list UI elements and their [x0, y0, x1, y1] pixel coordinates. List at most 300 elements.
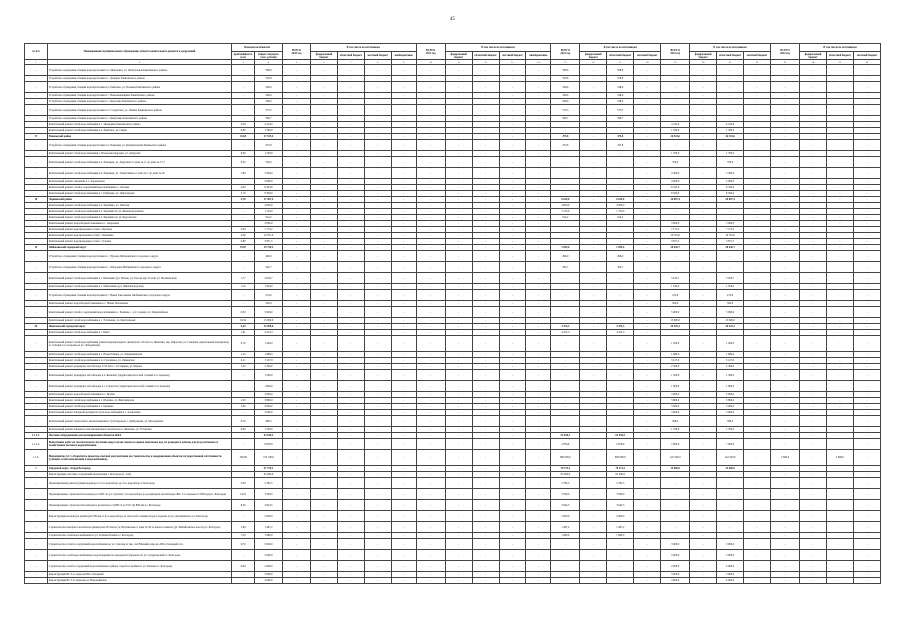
row-total-2024: - — [771, 227, 800, 233]
row-fed-2020: - — [310, 381, 337, 392]
column-index: 5 — [282, 60, 310, 65]
row-ext-2021: - — [526, 404, 551, 410]
row-length: 1,61 — [232, 330, 255, 336]
row-fed-2021: - — [445, 381, 472, 392]
row-total-2023: 3 127,0 — [661, 358, 690, 364]
row-loc-2022: - — [634, 251, 661, 262]
row-reg-2023: 5 000,0 — [717, 307, 744, 318]
row-total-2023: 500,0 — [661, 301, 690, 307]
row-cost: 7 175,2 — [254, 227, 282, 233]
row-fed-2021: - — [445, 433, 472, 439]
row-fed-2023: - — [690, 398, 717, 404]
row-ext-2021: - — [526, 197, 551, 203]
header-total-2022: ВСЕГО 2022 год — [551, 44, 580, 60]
row-fed-2023: - — [690, 301, 717, 307]
row-ext-2021: - — [526, 140, 551, 151]
row-loc-2021: - — [499, 128, 526, 134]
header-loc-2023: местный бюджет — [744, 52, 771, 60]
row-ext-2021: - — [526, 99, 551, 105]
row-loc-2021: - — [499, 330, 526, 336]
row-fed-2020: - — [310, 439, 337, 450]
row-fed-2023: - — [690, 151, 717, 157]
row-reg-2023: 30 525,3 — [717, 324, 744, 330]
row-length: 9,49 — [232, 324, 255, 330]
row-fed-2020: - — [310, 410, 337, 416]
row-loc-2023: - — [744, 427, 771, 433]
row-reg-2020: - — [337, 76, 364, 82]
row-fed-2023: - — [690, 215, 717, 221]
row-reg-2023: - — [717, 76, 744, 82]
row-ext-2021: - — [526, 307, 551, 318]
row-reg-2020: - — [337, 233, 364, 239]
row-ext-2020: - — [391, 99, 416, 105]
row-fed-2020: - — [310, 179, 337, 185]
row-total-2023: 2 300,0 — [661, 364, 690, 370]
row-total-2024: - — [771, 122, 800, 128]
row-reg-2024: - — [826, 404, 853, 410]
row-total-2022: 596,7 — [551, 116, 580, 122]
row-reg-2022: 559,8 — [607, 76, 634, 82]
row-reg-2023: 3 871,5 — [717, 239, 744, 245]
row-loc-2020: - — [364, 233, 391, 239]
row-total-2021: - — [416, 128, 445, 134]
row-total-2024: - — [771, 416, 800, 427]
row-loc-2022: - — [634, 392, 661, 398]
row-total-2023: - — [661, 511, 690, 522]
row-cost: 548,6 — [254, 99, 282, 105]
table-row — [25, 478, 881, 489]
row-loc-2022: - — [634, 381, 661, 392]
header-ext-2020: внебюджетные — [391, 52, 416, 60]
row-object-name: Устройство ограждения станции водоподготовки в с. Чураево Шебекинского городского округа — [47, 251, 231, 262]
row-loc-2023: - — [744, 330, 771, 336]
row-reg-2022: 475,8 — [607, 140, 634, 151]
row-reg-2024: - — [826, 134, 853, 140]
row-object-name: Капитальный ремонт сетей водоснабжения в п. Ровеньки, ул. Энергетиков от дома № 1 до дома № 40 — [47, 168, 231, 179]
row-loc-2024: - — [853, 489, 880, 500]
row-total-2022: - — [551, 284, 580, 290]
row-object-name: Капитальный ремонт сетей водоснабжения с. Новоалександровка, ул. Амурская — [47, 151, 231, 157]
row-fed-2023: - — [690, 404, 717, 410]
row-cost: 3 871,5 — [254, 239, 282, 245]
row-total-2022: - — [551, 233, 580, 239]
row-fed-2021: - — [445, 450, 472, 466]
row-reg-2022: 4 474,3 — [607, 324, 634, 330]
row-ext-2021: - — [526, 151, 551, 157]
row-fed-2020: - — [310, 404, 337, 410]
row-total-2023: 26 543,6 — [661, 134, 690, 140]
row-loc-2022: - — [634, 157, 661, 168]
row-fed-2021: - — [445, 179, 472, 185]
row-loc-2024: - — [853, 227, 880, 233]
row-fed-2020: - — [310, 215, 337, 221]
row-object-name: Капитальный ремонт водозаборной скважины в с. Новая Таволжанка — [47, 301, 231, 307]
row-total-2024: - — [771, 358, 800, 364]
row-loc-2020: - — [364, 93, 391, 99]
row-ext-2021: - — [526, 128, 551, 134]
row-total-2022: - — [551, 290, 580, 301]
row-total-2022: 548,6 — [551, 82, 580, 93]
row-fed-2023: - — [690, 336, 717, 352]
row-reg-2021: - — [472, 352, 499, 358]
row-loc-2021: - — [499, 301, 526, 307]
row-total-2023: - — [661, 65, 690, 76]
row-reg-2023: - — [717, 99, 744, 105]
row-number: - — [25, 203, 48, 209]
row-total-2022: - — [551, 398, 580, 404]
row-number: - — [25, 128, 48, 134]
row-loc-2022: - — [634, 185, 661, 191]
row-fed-2022: - — [580, 82, 607, 93]
row-ext-2021: - — [526, 336, 551, 352]
row-loc-2023: - — [744, 522, 771, 533]
column-index: 10 — [416, 60, 445, 65]
row-fed-2023: - — [690, 410, 717, 416]
row-reg-2024: - — [826, 233, 853, 239]
table-row — [25, 140, 881, 151]
row-total-2023: - — [661, 140, 690, 151]
row-total-2021: - — [416, 290, 445, 301]
row-loc-2022: - — [634, 301, 661, 307]
row-total-2022: 2 876,8 — [551, 439, 580, 450]
row-ext-2021: - — [526, 572, 551, 578]
row-loc-2024: - — [853, 478, 880, 489]
row-object-name: Капитальный ремонт резервуара чистой воды в г. Строитель (территория насосной станции 2-го подъема) — [47, 381, 231, 392]
row-fed-2021: - — [445, 197, 472, 203]
row-loc-2021: - — [499, 404, 526, 410]
row-total-2020: - — [282, 561, 310, 572]
table-row — [25, 251, 881, 262]
row-reg-2023: 28 636,7 — [717, 245, 744, 251]
row-length: - — [232, 209, 255, 215]
row-ext-2021: - — [526, 82, 551, 93]
row-ext-2020: - — [391, 301, 416, 307]
row-total-2020: - — [282, 433, 310, 439]
row-loc-2021: - — [499, 179, 526, 185]
row-ext-2020: - — [391, 82, 416, 93]
row-fed-2021: - — [445, 93, 472, 99]
row-fed-2024: - — [800, 273, 827, 284]
row-length: - — [232, 215, 255, 221]
row-total-2021: - — [416, 134, 445, 140]
row-length: 16,54 — [232, 318, 255, 324]
row-fed-2022: - — [580, 122, 607, 128]
row-cost: 274,6 — [254, 290, 282, 301]
row-reg-2021: - — [472, 370, 499, 381]
row-fed-2021: - — [445, 307, 472, 318]
row-cost: 4 000,0 — [254, 203, 282, 209]
row-length: - — [232, 203, 255, 209]
row-reg-2023: 1 700,0 — [717, 151, 744, 157]
row-ext-2020: - — [391, 76, 416, 82]
row-fed-2024: - — [800, 151, 827, 157]
row-loc-2020: - — [364, 245, 391, 251]
row-loc-2021: - — [499, 105, 526, 116]
row-reg-2023: 3 000,0 — [717, 392, 744, 398]
row-total-2021: - — [416, 561, 445, 572]
row-reg-2022: - — [607, 157, 634, 168]
row-reg-2023: - — [717, 215, 744, 221]
row-total-2020: - — [282, 233, 310, 239]
row-loc-2021: - — [499, 398, 526, 404]
row-reg-2022: - — [607, 578, 634, 584]
row-loc-2023: - — [744, 307, 771, 318]
column-index: 4 — [254, 60, 282, 65]
row-reg-2024: - — [826, 427, 853, 433]
row-ext-2020: - — [391, 128, 416, 134]
row-loc-2024: - — [853, 221, 880, 227]
row-total-2022: 1 725,6 — [551, 209, 580, 215]
row-total-2023: - — [661, 533, 690, 539]
row-object-name: Мероприятие 4.1.3 «Разработка проектно-сметной документации на строительство и модернизацию объектов государственной собственности (уличных сетей канализации и водоснабжения)» — [47, 450, 231, 466]
row-total-2023: 700,0 — [661, 157, 690, 168]
header-fed-2020: федеральный бюджет — [310, 52, 337, 60]
row-number: 1 — [25, 466, 48, 472]
row-ext-2020: - — [391, 416, 416, 427]
row-total-2023: - — [661, 472, 690, 478]
row-ext-2020: - — [391, 209, 416, 215]
row-ext-2021: - — [526, 105, 551, 116]
row-loc-2024: - — [853, 550, 880, 561]
row-fed-2021: - — [445, 392, 472, 398]
row-reg-2022: 598,6 — [607, 65, 634, 76]
row-loc-2023: - — [744, 128, 771, 134]
row-fed-2022: - — [580, 416, 607, 427]
row-cost: 10 761,0 — [254, 233, 282, 239]
row-cost: 97 379,2 — [254, 466, 282, 472]
row-loc-2022: - — [634, 105, 661, 116]
row-fed-2023: - — [690, 134, 717, 140]
row-reg-2022: 6 639,0 — [607, 197, 634, 203]
row-reg-2022: - — [607, 427, 634, 433]
row-loc-2020: - — [364, 489, 391, 500]
row-loc-2021: - — [499, 262, 526, 273]
row-reg-2020: - — [337, 168, 364, 179]
row-fed-2020: - — [310, 233, 337, 239]
row-object-name: Устройство ограждения станции водоподготовки в п. Мелеховка, ул. Центральная Ракитянского района — [47, 65, 231, 76]
row-fed-2021: - — [445, 191, 472, 197]
row-fed-2023: - — [690, 179, 717, 185]
row-ext-2021: - — [526, 157, 551, 168]
row-length: 0,39 — [232, 307, 255, 318]
row-number: - — [25, 522, 48, 533]
row-ext-2021: - — [526, 578, 551, 584]
row-ext-2021: - — [526, 416, 551, 427]
row-ext-2021: - — [526, 550, 551, 561]
row-loc-2024: - — [853, 336, 880, 352]
row-loc-2021: - — [499, 221, 526, 227]
header-total-2021: ВСЕГО 2021 год — [416, 44, 445, 60]
row-loc-2021: - — [499, 185, 526, 191]
row-total-2024: - — [771, 410, 800, 416]
row-fed-2020: - — [310, 392, 337, 398]
row-cost: 15 000,0 — [254, 318, 282, 324]
row-fed-2022: - — [580, 105, 607, 116]
row-number: 1.1.3. — [25, 450, 48, 466]
row-length: 0,70 — [232, 336, 255, 352]
row-reg-2020: - — [337, 550, 364, 561]
row-ext-2020: - — [391, 533, 416, 539]
row-loc-2021: - — [499, 209, 526, 215]
row-total-2021: - — [416, 392, 445, 398]
row-fed-2024: - — [800, 191, 827, 197]
row-loc-2023: - — [744, 157, 771, 168]
row-reg-2024: - — [826, 364, 853, 370]
row-reg-2022: 914,2 — [607, 215, 634, 221]
row-fed-2022: - — [580, 209, 607, 215]
row-reg-2024: - — [826, 65, 853, 76]
row-reg-2022: - — [607, 284, 634, 290]
row-loc-2022: - — [634, 533, 661, 539]
row-loc-2021: - — [499, 245, 526, 251]
row-ext-2021: - — [526, 116, 551, 122]
row-cost: 502,7 — [254, 262, 282, 273]
row-total-2023: 1 560,0 — [661, 128, 690, 134]
row-loc-2022: - — [634, 284, 661, 290]
row-reg-2020: - — [337, 539, 364, 550]
row-cost: 1 487,2 — [254, 522, 282, 533]
row-fed-2021: - — [445, 209, 472, 215]
row-reg-2022: - — [607, 318, 634, 324]
row-total-2023: 30 525,3 — [661, 324, 690, 330]
row-total-2020: - — [282, 191, 310, 197]
row-ext-2020: - — [391, 450, 416, 466]
header-sources-2021: В том числе по источникам — [445, 44, 551, 52]
row-total-2023: 3 619,7 — [661, 273, 690, 284]
row-length: - — [232, 251, 255, 262]
row-total-2020: - — [282, 239, 310, 245]
row-fed-2022: - — [580, 370, 607, 381]
row-fed-2021: - — [445, 478, 472, 489]
row-object-name: Реконструкция ВС 3-го подъема Юго-Западный — [47, 572, 231, 578]
row-reg-2021: - — [472, 215, 499, 221]
row-cost: 3 000,0 — [254, 572, 282, 578]
row-total-2020: - — [282, 134, 310, 140]
row-total-2020: - — [282, 330, 310, 336]
row-reg-2020: - — [337, 301, 364, 307]
row-total-2020: - — [282, 404, 310, 410]
row-total-2020: - — [282, 273, 310, 284]
row-reg-2020: - — [337, 466, 364, 472]
row-loc-2023: - — [744, 352, 771, 358]
row-length: 0,90 — [232, 151, 255, 157]
row-cost: 548,6 — [254, 93, 282, 99]
row-ext-2020: - — [391, 336, 416, 352]
row-reg-2023: - — [717, 209, 744, 215]
row-fed-2020: - — [310, 324, 337, 330]
row-reg-2023: 8 500,0 — [717, 191, 744, 197]
row-total-2022: 4 474,3 — [551, 324, 580, 330]
row-reg-2023: 500,0 — [717, 301, 744, 307]
row-reg-2024: - — [826, 197, 853, 203]
row-object-name: Капитальный ремонт резервуара чистой воды V-50 м3 в с. Гостищево, ул. Кирова — [47, 364, 231, 370]
row-length: 7,80 — [232, 168, 255, 179]
row-total-2024: - — [771, 134, 800, 140]
row-ext-2020: - — [391, 392, 416, 398]
row-loc-2023: - — [744, 65, 771, 76]
row-loc-2021: - — [499, 539, 526, 550]
row-reg-2020: - — [337, 511, 364, 522]
row-loc-2023: - — [744, 251, 771, 262]
row-reg-2022: 475,8 — [607, 134, 634, 140]
row-loc-2022: - — [634, 522, 661, 533]
row-fed-2023: - — [690, 93, 717, 99]
row-cost: 500,0 — [254, 301, 282, 307]
row-reg-2021: - — [472, 185, 499, 191]
row-number: - — [25, 116, 48, 122]
row-reg-2021: - — [472, 358, 499, 364]
row-fed-2021: - — [445, 561, 472, 572]
row-number: - — [25, 416, 48, 427]
row-reg-2024: - — [826, 157, 853, 168]
row-reg-2024: - — [826, 318, 853, 324]
row-total-2023: - — [661, 262, 690, 273]
row-total-2022: - — [551, 336, 580, 352]
row-loc-2024: - — [853, 466, 880, 472]
row-total-2022: - — [551, 122, 580, 128]
row-loc-2020: - — [364, 157, 391, 168]
row-loc-2021: - — [499, 93, 526, 99]
row-total-2021: - — [416, 307, 445, 318]
row-total-2023: - — [661, 330, 690, 336]
row-fed-2022: - — [580, 466, 607, 472]
row-total-2024: - — [771, 381, 800, 392]
row-cost: 27 019,4 — [254, 134, 282, 140]
row-reg-2022: 4 000,0 — [607, 203, 634, 209]
row-loc-2024: - — [853, 364, 880, 370]
row-reg-2020: - — [337, 128, 364, 134]
row-total-2022: - — [551, 561, 580, 572]
row-total-2021: - — [416, 140, 445, 151]
row-fed-2023: - — [690, 227, 717, 233]
row-loc-2020: - — [364, 511, 391, 522]
row-reg-2022: 548,6 — [607, 82, 634, 93]
row-reg-2022: - — [607, 273, 634, 284]
row-object-name: Устройство ограждения станции водоподготовки в с. Новая Таволжанка Шебекинского городского округа — [47, 290, 231, 301]
row-total-2021: - — [416, 370, 445, 381]
row-total-2022: - — [551, 392, 580, 398]
row-reg-2022: - — [607, 370, 634, 381]
row-total-2022: 78 374,2 — [551, 466, 580, 472]
row-loc-2022: - — [634, 82, 661, 93]
row-reg-2024: - — [826, 99, 853, 105]
row-loc-2024: - — [853, 65, 880, 76]
row-loc-2021: - — [499, 307, 526, 318]
row-loc-2023: - — [744, 76, 771, 82]
row-total-2023: - — [661, 203, 690, 209]
row-reg-2024: - — [826, 93, 853, 99]
row-loc-2022: - — [634, 578, 661, 584]
row-object-name: Реконструкция очистных сооружений канализации г. Белгорода (1 этап) — [47, 472, 231, 478]
row-length: - — [232, 116, 255, 122]
row-reg-2021: - — [472, 227, 499, 233]
row-ext-2020: - — [391, 122, 416, 128]
row-cost: 559,8 — [254, 76, 282, 82]
row-length: 3,00 — [232, 122, 255, 128]
row-fed-2020: - — [310, 433, 337, 439]
row-total-2021: - — [416, 227, 445, 233]
row-reg-2022: - — [607, 122, 634, 128]
row-ext-2021: - — [526, 450, 551, 466]
row-reg-2021: - — [472, 82, 499, 93]
row-length: - — [232, 439, 255, 450]
row-reg-2020: - — [337, 134, 364, 140]
row-reg-2020: - — [337, 245, 364, 251]
row-ext-2020: - — [391, 134, 416, 140]
row-fed-2023: - — [690, 140, 717, 151]
row-reg-2022: - — [607, 416, 634, 427]
row-loc-2022: - — [634, 330, 661, 336]
